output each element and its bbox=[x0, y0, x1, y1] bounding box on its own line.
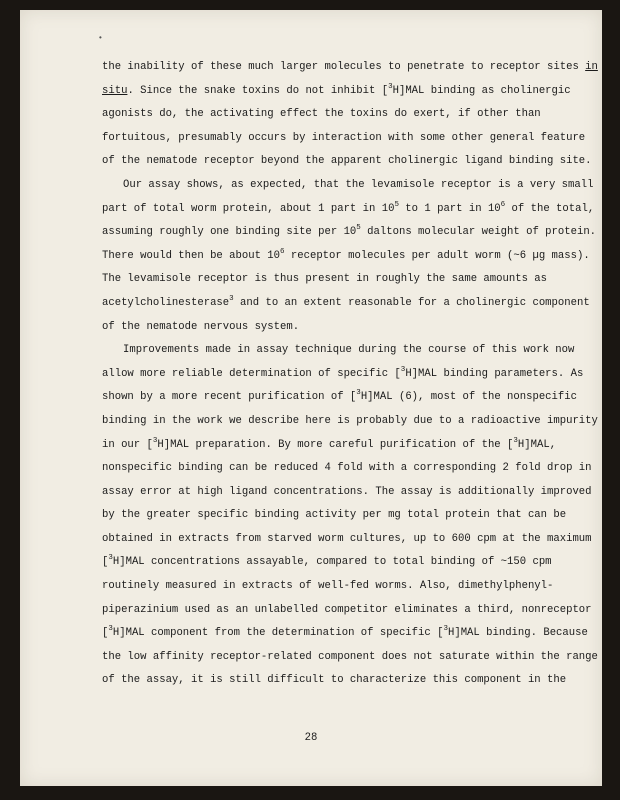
text-segment: part of total worm protein, about 1 part in 10 bbox=[102, 202, 395, 215]
text-segment: H]MAL binding. Because bbox=[447, 627, 588, 640]
text-line bbox=[102, 363, 584, 387]
text-line bbox=[102, 599, 592, 623]
text-segment: H]MAL, bbox=[517, 438, 557, 451]
text-line bbox=[102, 127, 586, 151]
text-line bbox=[102, 622, 588, 646]
text-segment: piperazinium used as an unlabelled competitor eliminates a third, nonreceptor bbox=[102, 603, 592, 616]
text-line bbox=[102, 339, 575, 363]
text-segment: assay error at high ligand concentrations. The assay is additionally improved bbox=[102, 485, 592, 498]
text-segment: routinely measured in extracts of well-fed worms. Also, dimethylphenyl- bbox=[102, 580, 554, 593]
body-text bbox=[102, 56, 598, 693]
text-line bbox=[102, 245, 590, 269]
superscript: 6 bbox=[280, 247, 285, 256]
text-segment: the inability of these much larger molecules to penetrate to receptor sites bbox=[102, 61, 586, 73]
text-segment: Our assay shows, as expected, that the levamisole receptor is a very small bbox=[123, 178, 594, 191]
text-segment: H]MAL (6), most of the nonspecific bbox=[360, 391, 577, 404]
text-segment: of the nematode receptor beyond the apparent cholinergic ligand binding site. bbox=[102, 155, 592, 168]
text-segment: of the total, bbox=[505, 202, 595, 215]
text-line bbox=[102, 268, 570, 292]
text-segment: of the nematode nervous system. bbox=[102, 320, 300, 333]
text-line bbox=[102, 669, 570, 693]
text-segment: of the assay, it is still difficult to characterize this component in the bbox=[102, 674, 567, 687]
superscript: 3 bbox=[443, 625, 448, 634]
superscript: 3 bbox=[229, 294, 234, 303]
text-line bbox=[102, 316, 570, 340]
text-line bbox=[102, 103, 570, 127]
text-line bbox=[102, 80, 570, 104]
text-segment: H]MAL binding parameters. As bbox=[405, 367, 584, 380]
text-segment: [ bbox=[102, 627, 109, 640]
text-segment: fortuitous, presumably occurs by interaction with some other general feature bbox=[102, 131, 586, 144]
text-line bbox=[102, 198, 595, 222]
text-line bbox=[102, 410, 598, 434]
text-segment: agonists do, the activating effect the toxins do exert, if other than bbox=[102, 108, 541, 121]
text-line bbox=[102, 221, 597, 245]
superscript: 3 bbox=[108, 625, 113, 634]
text-line bbox=[102, 551, 570, 575]
superscript: 3 bbox=[356, 389, 361, 398]
superscript: 3 bbox=[513, 436, 518, 445]
text-segment: situ bbox=[102, 84, 128, 97]
text-segment: and to an extent reasonable for a cholinergic component bbox=[233, 296, 590, 309]
text-segment: shown by a more recent purification of [ bbox=[102, 391, 357, 404]
text-line bbox=[102, 575, 570, 599]
text-segment: H]MAL preparation. By more careful purification of the [ bbox=[157, 438, 514, 451]
text-line bbox=[102, 528, 592, 552]
superscript: 6 bbox=[500, 200, 506, 209]
text-segment: assuming roughly one binding site per 10 bbox=[102, 226, 357, 239]
text-segment: receptor molecules per adult worm (~6 µg mass). bbox=[284, 249, 590, 262]
text-segment: There would then be about 10 bbox=[102, 249, 281, 262]
text-segment: in our [ bbox=[102, 438, 153, 451]
superscript: 3 bbox=[388, 82, 393, 91]
text-line bbox=[102, 481, 592, 505]
text-line bbox=[102, 150, 592, 174]
page-mark: • bbox=[98, 34, 103, 43]
text-line bbox=[102, 386, 577, 410]
text-line bbox=[102, 646, 598, 670]
superscript: 5 bbox=[394, 200, 399, 209]
text-line bbox=[102, 434, 570, 458]
text-segment: H]MAL concentrations assayable, compared to total binding of ~150 cpm bbox=[112, 556, 552, 569]
text-line bbox=[102, 504, 570, 528]
text-line bbox=[102, 457, 592, 481]
text-line bbox=[102, 56, 598, 80]
superscript: 3 bbox=[108, 554, 113, 563]
text-segment: obtained in extracts from starved worm cultures, up to 600 cpm at the maximum bbox=[102, 532, 592, 545]
superscript: 3 bbox=[400, 365, 406, 374]
text-segment: the low affinity receptor-related component does not saturate within the range bbox=[102, 650, 598, 663]
text-segment: nonspecific binding can be reduced 4 fold with a corresponding 2 fold drop in bbox=[102, 462, 592, 475]
superscript: 5 bbox=[356, 224, 361, 233]
text-segment: to 1 part in 10 bbox=[398, 202, 501, 215]
text-segment: by the greater specific binding activity per mg total protein that can be bbox=[102, 509, 567, 522]
text-segment: . Since the snake toxins do not inhibit [ bbox=[127, 84, 389, 97]
text-line bbox=[102, 292, 590, 316]
text-segment: allow more reliable determination of specific [ bbox=[102, 367, 401, 380]
page-number: 28 bbox=[304, 732, 318, 744]
text-segment: Improvements made in assay technique during the course of this work now bbox=[123, 344, 575, 357]
text-segment: The levamisole receptor is thus present in roughly the same amounts as bbox=[102, 273, 548, 286]
text-segment: [ bbox=[102, 556, 109, 569]
document-page bbox=[20, 10, 602, 786]
text-segment: acetylcholinesterase bbox=[102, 296, 230, 309]
text-segment: in bbox=[585, 61, 598, 73]
superscript: 3 bbox=[152, 436, 158, 445]
text-segment: H]MAL component from the determination of specific [ bbox=[112, 627, 444, 640]
text-line bbox=[102, 174, 594, 198]
text-segment: daltons molecular weight of protein. bbox=[360, 226, 597, 239]
text-segment: H]MAL binding as cholinergic bbox=[392, 84, 571, 97]
text-segment: binding in the work we describe here is probably due to a radioactive impurity bbox=[102, 414, 598, 427]
